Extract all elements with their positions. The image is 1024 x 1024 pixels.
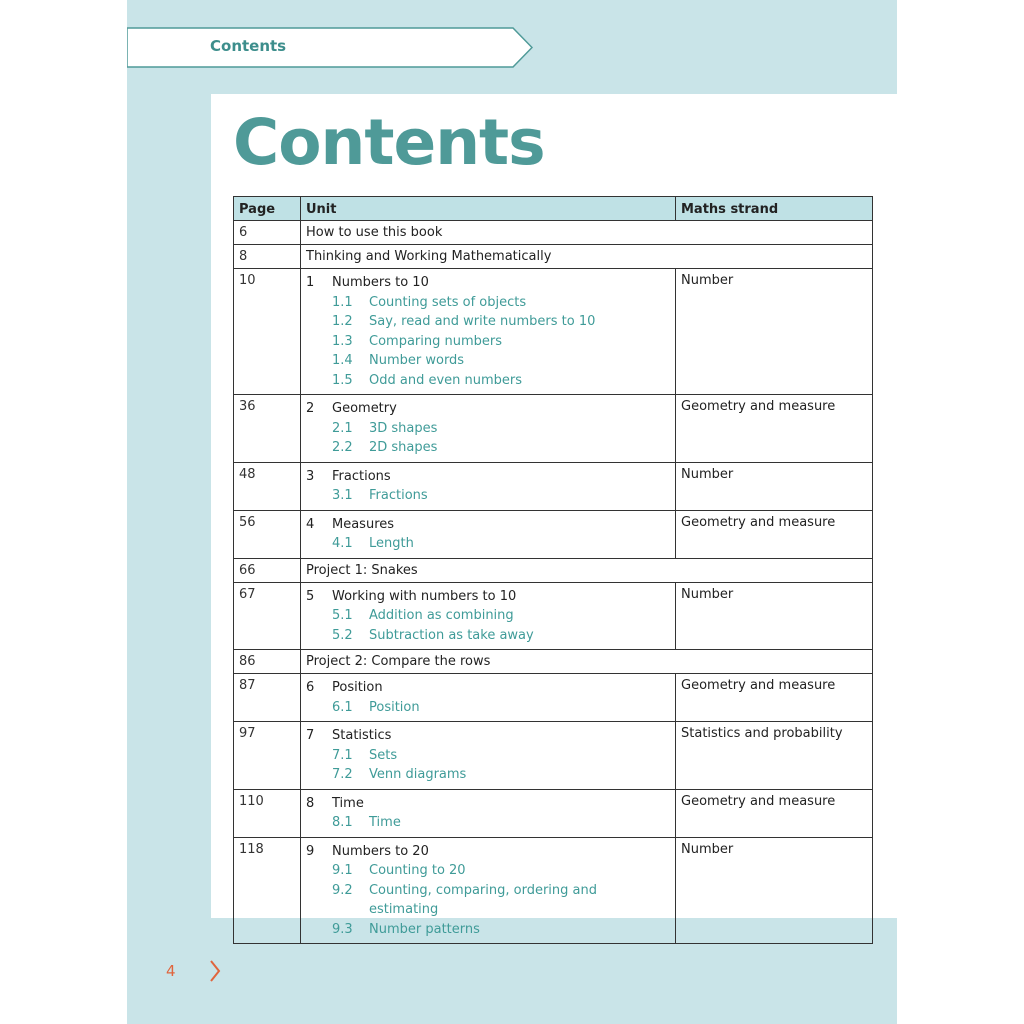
header-unit: Unit (301, 197, 676, 221)
unit-title: Numbers to 20 (332, 843, 429, 859)
page-number: 4 (166, 962, 176, 980)
subunit-title: Position (369, 699, 420, 715)
subunit-number: 6.1 (332, 699, 353, 715)
table-row (234, 837, 873, 944)
unit-heading (306, 467, 670, 487)
unit-number: 4 (306, 516, 315, 532)
unit-title: Position (332, 680, 383, 695)
table-row (234, 558, 873, 582)
unit-title: Working with numbers to 10 (332, 588, 517, 604)
subunit-item (306, 486, 670, 506)
section-title: Project 1: Snakes (301, 558, 873, 582)
subunit-title: Subtraction as take away (369, 627, 534, 643)
table-header-row (234, 197, 873, 221)
unit-title: Time (332, 795, 364, 811)
chevron-right-icon (208, 958, 222, 988)
page-cell: 87 (234, 674, 301, 722)
unit-cell (301, 789, 676, 837)
unit-heading (306, 273, 670, 293)
subunit-number: 1.3 (332, 333, 353, 349)
subunit-item (306, 698, 670, 718)
subunit-number: 2.2 (332, 440, 353, 455)
table-row (234, 462, 873, 510)
maths-strand-cell: Geometry and measure (676, 510, 873, 558)
subunit-number: 7.2 (332, 767, 353, 782)
unit-heading (306, 399, 670, 419)
subunit-title: Number patterns (369, 921, 480, 937)
header-tab (127, 27, 533, 68)
subunit-item (306, 419, 670, 439)
table-row (234, 245, 873, 269)
maths-strand-cell: Number (676, 269, 873, 395)
subunit-item (306, 312, 670, 332)
table-row (234, 674, 873, 722)
subunit-title: Number words (369, 353, 465, 368)
page-cell: 10 (234, 269, 301, 395)
unit-title: Geometry (332, 401, 397, 416)
unit-number: 2 (306, 401, 315, 416)
subunit-number: 5.1 (332, 608, 353, 623)
subunit-number: 1.4 (332, 353, 353, 368)
unit-heading (306, 726, 670, 746)
unit-cell (301, 837, 676, 944)
subunit-item (306, 813, 670, 833)
subunit-title: 3D shapes (369, 420, 438, 436)
page-title: Contents (233, 106, 545, 179)
unit-cell (301, 722, 676, 790)
subunit-item (306, 332, 670, 352)
subunit-title: Counting to 20 (369, 863, 466, 878)
subunit-number: 5.2 (332, 627, 353, 643)
unit-heading (306, 794, 670, 814)
subunit-title: Venn diagrams (369, 767, 467, 782)
subunit-title: Length (369, 536, 414, 551)
table-row (234, 722, 873, 790)
unit-number: 3 (306, 468, 315, 484)
subunit-item (306, 861, 670, 881)
unit-number: 7 (306, 728, 315, 743)
subunit-title: Time (369, 815, 401, 830)
page-cell: 56 (234, 510, 301, 558)
table-row (234, 221, 873, 245)
subunit-item (306, 293, 670, 313)
subunit-number: 4.1 (332, 536, 353, 551)
unit-title: Fractions (332, 468, 391, 484)
subunit-number: 8.1 (332, 815, 353, 830)
unit-title: Statistics (332, 728, 392, 743)
table-row (234, 650, 873, 674)
subunit-title: Counting sets of objects (369, 294, 527, 310)
unit-heading (306, 678, 670, 698)
page-cell: 86 (234, 650, 301, 674)
header-strand: Maths strand (676, 197, 873, 221)
maths-strand-cell: Number (676, 582, 873, 650)
table-row (234, 582, 873, 650)
subunit-item (306, 351, 670, 371)
maths-strand-cell: Geometry and measure (676, 395, 873, 463)
section-title: Project 2: Compare the rows (301, 650, 873, 674)
subunit-title: Sets (369, 747, 398, 763)
unit-number: 1 (306, 275, 315, 290)
maths-strand-cell: Number (676, 462, 873, 510)
subunit-item (306, 746, 670, 766)
subunit-number: 2.1 (332, 420, 353, 436)
page-cell: 110 (234, 789, 301, 837)
table-row (234, 789, 873, 837)
subunit-number: 3.1 (332, 488, 353, 503)
unit-number: 8 (306, 795, 315, 811)
table-row (234, 510, 873, 558)
table-row (234, 395, 873, 463)
subunit-item (306, 765, 670, 785)
unit-number: 5 (306, 588, 315, 604)
page-cell: 48 (234, 462, 301, 510)
contents-table (233, 196, 873, 944)
subunit-item (306, 881, 670, 920)
subunit-number: 9.3 (332, 921, 353, 937)
unit-cell (301, 674, 676, 722)
subunit-number: 7.1 (332, 747, 353, 763)
subunit-item (306, 534, 670, 554)
section-title: Thinking and Working Mathematically (301, 245, 873, 269)
table-body (234, 221, 873, 944)
subunit-title: Counting, comparing, ordering and estimating (368, 882, 597, 917)
subunit-item (306, 626, 670, 646)
page-cell: 6 (234, 221, 301, 245)
header-label: Contents (210, 37, 287, 55)
table-row (234, 269, 873, 395)
subunit-item (306, 606, 670, 626)
header-page: Page (234, 197, 301, 221)
page-cell: 36 (234, 395, 301, 463)
unit-cell (301, 510, 676, 558)
unit-heading (306, 587, 670, 607)
unit-number: 9 (306, 843, 315, 859)
unit-heading (306, 515, 670, 535)
maths-strand-cell: Number (676, 837, 873, 944)
unit-cell (301, 269, 676, 395)
unit-cell (301, 582, 676, 650)
subunit-title: Fractions (369, 488, 428, 503)
maths-strand-cell: Geometry and measure (676, 674, 873, 722)
unit-number: 6 (306, 680, 315, 695)
subunit-number: 9.1 (332, 863, 353, 878)
subunit-title: Say, read and write numbers to 10 (369, 314, 596, 329)
page-cell: 97 (234, 722, 301, 790)
subunit-number: 1.1 (332, 294, 353, 310)
subunit-number: 1.2 (332, 314, 353, 329)
subunit-title: Odd and even numbers (369, 372, 523, 388)
subunit-item (306, 920, 670, 940)
page-cell: 67 (234, 582, 301, 650)
section-title: How to use this book (301, 221, 873, 245)
unit-heading (306, 842, 670, 862)
subunit-title: Addition as combining (369, 608, 514, 623)
page-cell: 8 (234, 245, 301, 269)
subunit-title: Comparing numbers (369, 333, 503, 349)
maths-strand-cell: Geometry and measure (676, 789, 873, 837)
subunit-number: 1.5 (332, 372, 353, 388)
subunit-title: 2D shapes (369, 440, 438, 455)
unit-title: Measures (332, 516, 395, 532)
unit-cell (301, 395, 676, 463)
subunit-number: 9.2 (332, 882, 353, 898)
page-cell: 66 (234, 558, 301, 582)
maths-strand-cell: Statistics and probability (676, 722, 873, 790)
subunit-item (306, 438, 670, 458)
unit-title: Numbers to 10 (332, 275, 429, 290)
page-cell: 118 (234, 837, 301, 944)
unit-cell (301, 462, 676, 510)
subunit-item (306, 371, 670, 391)
